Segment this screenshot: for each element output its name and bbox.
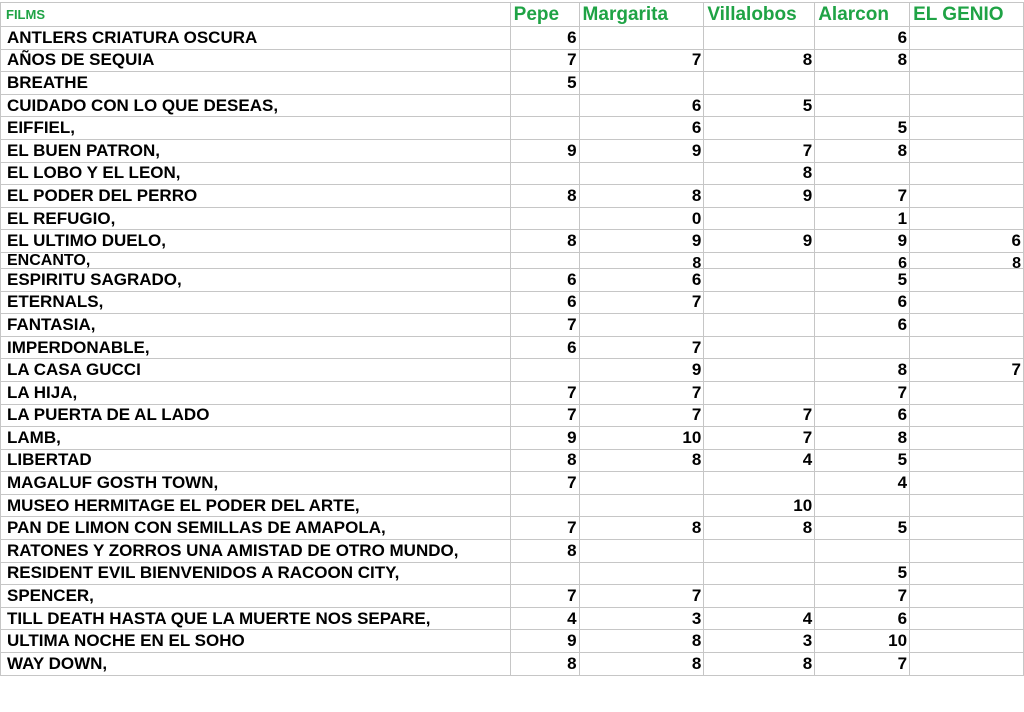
score-cell[interactable]: 6 [815, 607, 910, 630]
judge-header-villalobos[interactable]: Villalobos [704, 3, 815, 27]
table-row [1, 653, 1024, 676]
score-cell[interactable]: 6 [579, 117, 704, 140]
table-row [1, 359, 1024, 382]
table-row [1, 252, 1024, 268]
score-cell[interactable] [815, 162, 910, 185]
table-row [1, 607, 1024, 630]
score-cell[interactable] [910, 540, 1024, 563]
score-cell[interactable] [910, 27, 1024, 50]
score-cell[interactable] [579, 562, 704, 585]
score-cell[interactable]: 6 [510, 27, 579, 50]
judge-header-el-genio[interactable]: EL GENIO [910, 3, 1024, 27]
table-row [1, 540, 1024, 563]
score-cell[interactable]: 7 [704, 404, 815, 427]
score-cell[interactable]: 8 [910, 252, 1024, 268]
score-cell[interactable] [510, 359, 579, 382]
score-cell[interactable] [704, 72, 815, 95]
score-cell[interactable]: 7 [815, 585, 910, 608]
score-cell[interactable]: 7 [579, 49, 704, 72]
score-cell[interactable]: 7 [510, 49, 579, 72]
score-cell[interactable]: 7 [579, 404, 704, 427]
score-cell[interactable]: 9 [815, 230, 910, 253]
score-cell[interactable]: 9 [510, 139, 579, 162]
table-row [1, 585, 1024, 608]
score-cell[interactable]: 7 [815, 185, 910, 208]
score-cell[interactable]: 6 [510, 291, 579, 314]
table-row [1, 230, 1024, 253]
film-title-cell[interactable]: EL LOBO Y EL LEON, [1, 162, 511, 185]
score-cell[interactable]: 8 [510, 449, 579, 472]
score-cell[interactable] [510, 252, 579, 268]
score-cell[interactable]: 8 [579, 653, 704, 676]
score-cell[interactable]: 8 [579, 449, 704, 472]
score-cell[interactable] [579, 314, 704, 337]
film-title-cell[interactable]: WAY DOWN, [1, 653, 511, 676]
score-cell[interactable]: 7 [579, 381, 704, 404]
score-cell[interactable] [910, 607, 1024, 630]
score-cell[interactable]: 9 [510, 630, 579, 653]
table-row [1, 72, 1024, 95]
header-row [1, 3, 1024, 27]
score-cell[interactable] [579, 472, 704, 495]
film-title-cell[interactable]: EL PODER DEL PERRO [1, 185, 511, 208]
table-row [1, 268, 1024, 291]
score-cell[interactable]: 5 [815, 562, 910, 585]
score-cell[interactable] [815, 336, 910, 359]
table-row [1, 162, 1024, 185]
film-title-cell[interactable]: LA HIJA, [1, 381, 511, 404]
score-cell[interactable]: 8 [579, 517, 704, 540]
score-cell[interactable] [815, 540, 910, 563]
film-title-cell[interactable]: RATONES Y ZORROS UNA AMISTAD DE OTRO MUNDO, [1, 540, 511, 563]
ratings-table [0, 2, 1024, 676]
score-cell[interactable] [704, 291, 815, 314]
table-row [1, 494, 1024, 517]
score-cell[interactable] [910, 207, 1024, 230]
score-cell[interactable]: 5 [815, 449, 910, 472]
score-cell[interactable] [704, 252, 815, 268]
score-cell[interactable] [910, 139, 1024, 162]
score-cell[interactable]: 8 [510, 540, 579, 563]
score-cell[interactable] [910, 117, 1024, 140]
judge-header-margarita[interactable]: Margarita [579, 3, 704, 27]
score-cell[interactable] [704, 314, 815, 337]
score-cell[interactable]: 7 [510, 314, 579, 337]
score-cell[interactable] [910, 427, 1024, 450]
score-cell[interactable]: 7 [815, 653, 910, 676]
film-title-cell[interactable]: ESPIRITU SAGRADO, [1, 268, 511, 291]
judge-header-alarcon[interactable]: Alarcon [815, 3, 910, 27]
film-title-cell[interactable]: EL REFUGIO, [1, 207, 511, 230]
film-title-cell[interactable]: CUIDADO CON LO QUE DESEAS, [1, 94, 511, 117]
score-cell[interactable]: 10 [579, 427, 704, 450]
score-cell[interactable]: 7 [910, 359, 1024, 382]
score-cell[interactable]: 8 [815, 359, 910, 382]
score-cell[interactable] [704, 562, 815, 585]
table-row [1, 49, 1024, 72]
score-cell[interactable] [704, 585, 815, 608]
table-row [1, 139, 1024, 162]
score-cell[interactable]: 5 [815, 517, 910, 540]
score-cell[interactable] [704, 472, 815, 495]
table-row [1, 562, 1024, 585]
score-cell[interactable]: 8 [579, 185, 704, 208]
score-cell[interactable]: 8 [815, 427, 910, 450]
score-cell[interactable] [910, 449, 1024, 472]
score-cell[interactable]: 0 [579, 207, 704, 230]
table-row [1, 517, 1024, 540]
score-cell[interactable]: 9 [579, 359, 704, 382]
score-cell[interactable] [910, 49, 1024, 72]
score-cell[interactable] [815, 72, 910, 95]
table-row [1, 117, 1024, 140]
score-cell[interactable]: 6 [815, 404, 910, 427]
score-cell[interactable]: 9 [510, 427, 579, 450]
score-cell[interactable]: 7 [510, 404, 579, 427]
score-cell[interactable]: 4 [704, 607, 815, 630]
score-cell[interactable]: 1 [815, 207, 910, 230]
score-cell[interactable] [510, 562, 579, 585]
table-row [1, 207, 1024, 230]
film-title-cell[interactable]: EL ULTIMO DUELO, [1, 230, 511, 253]
films-header-cell[interactable]: FILMS [1, 3, 511, 27]
film-title-cell[interactable]: MUSEO HERMITAGE EL PODER DEL ARTE, [1, 494, 511, 517]
score-cell[interactable]: 7 [510, 517, 579, 540]
score-cell[interactable] [910, 562, 1024, 585]
film-title-cell[interactable]: ANTLERS CRIATURA OSCURA [1, 27, 511, 50]
score-cell[interactable]: 8 [510, 653, 579, 676]
score-cell[interactable] [910, 291, 1024, 314]
score-cell[interactable] [510, 117, 579, 140]
score-cell[interactable]: 6 [815, 314, 910, 337]
score-cell[interactable]: 7 [579, 291, 704, 314]
score-cell[interactable] [510, 162, 579, 185]
score-cell[interactable]: 6 [815, 252, 910, 268]
score-cell[interactable] [704, 117, 815, 140]
film-title-cell[interactable]: LAMB, [1, 427, 511, 450]
table-row [1, 336, 1024, 359]
table-row [1, 27, 1024, 50]
score-cell[interactable] [579, 162, 704, 185]
film-title-cell[interactable]: LA PUERTA DE AL LADO [1, 404, 511, 427]
score-cell[interactable]: 8 [579, 630, 704, 653]
film-title-cell[interactable]: ETERNALS, [1, 291, 511, 314]
score-cell[interactable]: 6 [815, 291, 910, 314]
score-cell[interactable] [510, 207, 579, 230]
score-cell[interactable]: 8 [704, 653, 815, 676]
score-cell[interactable]: 5 [815, 268, 910, 291]
score-cell[interactable]: 8 [704, 517, 815, 540]
score-cell[interactable]: 6 [510, 268, 579, 291]
score-cell[interactable]: 8 [704, 49, 815, 72]
score-cell[interactable] [910, 336, 1024, 359]
score-cell[interactable]: 7 [704, 427, 815, 450]
score-cell[interactable]: 7 [510, 585, 579, 608]
score-cell[interactable]: 4 [704, 449, 815, 472]
score-cell[interactable]: 7 [510, 381, 579, 404]
score-cell[interactable] [579, 540, 704, 563]
score-cell[interactable] [704, 381, 815, 404]
table-body [1, 27, 1024, 676]
score-cell[interactable]: 8 [579, 252, 704, 268]
score-cell[interactable] [579, 494, 704, 517]
film-title-cell[interactable]: SPENCER, [1, 585, 511, 608]
film-title-cell[interactable]: ULTIMA NOCHE EN EL SOHO [1, 630, 511, 653]
film-title-cell[interactable]: BREATHE [1, 72, 511, 95]
score-cell[interactable]: 8 [815, 139, 910, 162]
judge-header-pepe[interactable]: Pepe [510, 3, 579, 27]
score-cell[interactable] [910, 472, 1024, 495]
film-title-cell[interactable]: LA CASA GUCCI [1, 359, 511, 382]
score-cell[interactable] [910, 94, 1024, 117]
film-title-cell[interactable]: EL BUEN PATRON, [1, 139, 511, 162]
table-row [1, 185, 1024, 208]
score-cell[interactable]: 9 [579, 139, 704, 162]
score-cell[interactable]: 8 [815, 49, 910, 72]
score-cell[interactable] [579, 27, 704, 50]
score-cell[interactable]: 4 [815, 472, 910, 495]
table-row [1, 291, 1024, 314]
score-cell[interactable] [910, 585, 1024, 608]
film-title-cell[interactable]: TILL DEATH HASTA QUE LA MUERTE NOS SEPARE, [1, 607, 511, 630]
score-cell[interactable] [910, 381, 1024, 404]
score-cell[interactable]: 6 [910, 230, 1024, 253]
score-cell[interactable]: 10 [815, 630, 910, 653]
score-cell[interactable]: 5 [815, 117, 910, 140]
table-row [1, 314, 1024, 337]
score-cell[interactable] [815, 94, 910, 117]
score-cell[interactable] [579, 72, 704, 95]
score-cell[interactable]: 6 [510, 336, 579, 359]
score-cell[interactable] [910, 630, 1024, 653]
score-cell[interactable] [704, 207, 815, 230]
table-row [1, 427, 1024, 450]
score-cell[interactable] [910, 314, 1024, 337]
film-title-cell[interactable]: FANTASIA, [1, 314, 511, 337]
table-row [1, 630, 1024, 653]
score-cell[interactable] [910, 185, 1024, 208]
score-cell[interactable] [704, 268, 815, 291]
score-cell[interactable]: 6 [815, 27, 910, 50]
table-row [1, 94, 1024, 117]
score-cell[interactable]: 7 [579, 336, 704, 359]
score-cell[interactable]: 7 [579, 585, 704, 608]
score-cell[interactable] [510, 494, 579, 517]
score-cell[interactable] [704, 336, 815, 359]
film-title-cell[interactable]: ENCANTO, [1, 252, 511, 268]
score-cell[interactable] [510, 94, 579, 117]
score-cell[interactable] [704, 359, 815, 382]
film-title-cell[interactable]: MAGALUF GOSTH TOWN, [1, 472, 511, 495]
score-cell[interactable] [910, 268, 1024, 291]
score-cell[interactable]: 7 [815, 381, 910, 404]
score-cell[interactable]: 10 [704, 494, 815, 517]
film-title-cell[interactable]: AÑOS DE SEQUIA [1, 49, 511, 72]
score-cell[interactable]: 7 [704, 139, 815, 162]
score-cell[interactable] [910, 162, 1024, 185]
score-cell[interactable]: 3 [579, 607, 704, 630]
score-cell[interactable] [910, 72, 1024, 95]
score-cell[interactable] [910, 404, 1024, 427]
table-row [1, 449, 1024, 472]
score-cell[interactable]: 8 [704, 162, 815, 185]
score-cell[interactable] [910, 517, 1024, 540]
score-cell[interactable]: 4 [510, 607, 579, 630]
table-row [1, 381, 1024, 404]
score-cell[interactable]: 9 [704, 230, 815, 253]
score-cell[interactable]: 8 [510, 185, 579, 208]
score-cell[interactable] [704, 27, 815, 50]
score-cell[interactable] [910, 494, 1024, 517]
table-row [1, 404, 1024, 427]
score-cell[interactable]: 9 [579, 230, 704, 253]
score-cell[interactable]: 9 [704, 185, 815, 208]
film-title-cell[interactable]: LIBERTAD [1, 449, 511, 472]
score-cell[interactable]: 8 [510, 230, 579, 253]
score-cell[interactable]: 6 [579, 94, 704, 117]
film-title-cell[interactable]: RESIDENT EVIL BIENVENIDOS A RACOON CITY, [1, 562, 511, 585]
score-cell[interactable]: 5 [704, 94, 815, 117]
score-cell[interactable]: 6 [579, 268, 704, 291]
score-cell[interactable]: 7 [510, 472, 579, 495]
score-cell[interactable] [704, 540, 815, 563]
table-row [1, 472, 1024, 495]
film-title-cell[interactable]: PAN DE LIMON CON SEMILLAS DE AMAPOLA, [1, 517, 511, 540]
film-title-cell[interactable]: EIFFIEL, [1, 117, 511, 140]
film-title-cell[interactable]: IMPERDONABLE, [1, 336, 511, 359]
score-cell[interactable] [815, 494, 910, 517]
score-cell[interactable]: 5 [510, 72, 579, 95]
score-cell[interactable] [910, 653, 1024, 676]
score-cell[interactable]: 3 [704, 630, 815, 653]
